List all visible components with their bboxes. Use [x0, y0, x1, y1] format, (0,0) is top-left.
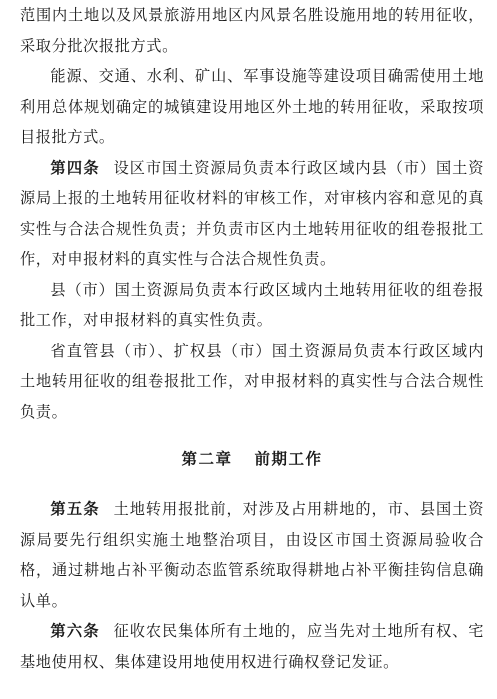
chapter-heading — [20, 447, 484, 469]
paragraph-county-bureau: 县（市）国土资源局负责本行政区域内土地转用征收的组卷报批工作，对申报材料的真实性负责。 — [20, 280, 484, 329]
paragraph-batch-approval: 范围内土地以及风景旅游用地区内风景名胜设施用地的转用征收，采取分批次报批方式。 — [20, 6, 484, 55]
document-page — [20, 0, 484, 677]
chapter-number: 第二章 — [181, 450, 233, 468]
chapter-title: 前期工作 — [254, 450, 323, 468]
paragraph-project-approval: 能源、交通、水利、矿山、军事设施等建设项目确需使用土地利用总体规划确定的城镇建设用地区外土地的转用征收，采取按项目报批方式。 — [20, 67, 484, 146]
article-5-label: 第五条 — [50, 500, 100, 518]
article-4-label: 第四条 — [50, 158, 100, 177]
article-5 — [20, 494, 484, 616]
article-4 — [20, 153, 484, 275]
article-6-text: 征收农民集体所有土地的，应当先对土地所有权、宅基地使用权、集体建设用地使用权进行确权登记发证。 — [20, 622, 484, 671]
article-6 — [20, 616, 484, 677]
article-4-text: 设区市国土资源局负责本行政区域内县（市）国土资源局上报的土地转用征收材料的审核工作，对审核内容和意见的真实性与合法合规性负责；并负责市区内土地转用征收的组卷报批工作，对申报材料的真实性与合法合规性负责。 — [20, 158, 484, 268]
article-5-text: 土地转用报批前，对涉及占用耕地的，市、县国土资源局要先行组织实施土地整治项目，由设区市国土资源局验收合格，通过耕地占补平衡动态监管系统取得耕地占补平衡挂钩信息确认单。 — [20, 500, 484, 610]
article-6-label: 第六条 — [50, 622, 100, 640]
paragraph-provincial-county: 省直管县（市）、扩权县（市）国土资源局负责本行政区域内土地转用征收的组卷报批工作，对申报材料的真实性与合法合规性负责。 — [20, 341, 484, 421]
